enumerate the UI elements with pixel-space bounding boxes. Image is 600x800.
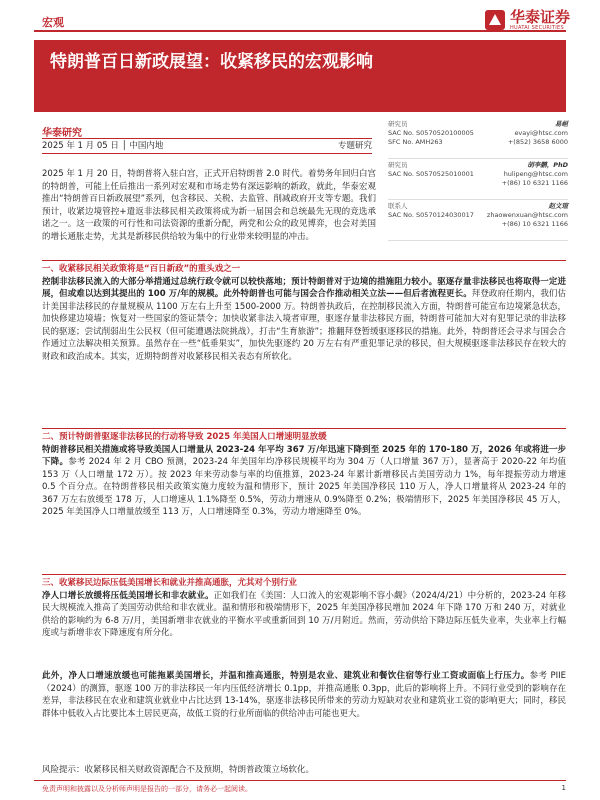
analyst-phone: +(86) 10 6321 1166 xyxy=(501,220,568,228)
section-label: 宏观 xyxy=(42,16,64,29)
logo-cn-text: 华泰证券 xyxy=(509,7,570,26)
section-heading: 三、收紧移民边际压低美国增长和就业并推高通胀，尤其对个别行业 xyxy=(42,574,566,590)
section-lead: 控制非法移民流入的大部分举措通过总统行政令就可以较快落地；预计特朗普对于边境的措施阻力较小。驱逐存量非法移民也将取得一定进展，但或难以达到其提出的 100 万/年的规模。此外特朗普也可能与国会合作推动相关立法——但后者流程更长。 xyxy=(42,276,566,299)
section-body: 拜登政府任期内，我们估计美国非法移民的存量规模从 1100 万左右上升至 1500-2000 万。特朗普执政后，在控制移民流入方面，特朗普可能宣布边境紧急状态，加快修建边境墙；恢复对一些国家的签证禁令；加快收紧非法入境者审理，驱逐存量非法移民方面，特朗普可能加大对有犯罪记录的非法移民的驱逐；尝试削弱出生公民权（但可能遭遇法院挑战），打击“生育旅游”；推翻拜登暂缓驱逐移民的措施。此外，特朗普还会寻求与国会合作通过立法解决相关预算。虽然存在一些“低垂果实”，加快先驱逐约 20 万左右有严重犯罪记录的移民，但大规模驱逐非法移民存在较大的财政和政治成本。其实，近期特朗普对收紧移民相关表态有所软化。 xyxy=(42,289,566,362)
report-title: 特朗普百日新政展望：收紧移民的宏观影响 xyxy=(50,52,373,72)
analyst-card xyxy=(388,202,568,241)
analyst-role: 联系人 xyxy=(388,202,408,210)
section-body: 参考 PIIE（2024）的测算，驱逐 100 万的非法移民一年内压低经济增长 0.1pp，并推高通胀 0.3pp，此后的影响将上升。不同行业受到的影响存在差异，非法移民在农业和建筑业就业中占比达到 13-14%，驱逐非法移民所带来的劳动力短缺对农业和建筑业工资的影响更大；同时，移民群体中低收入占比要比本土居民更高，故低工资的行业所面临的供给冲击可能也更大。 xyxy=(42,671,566,719)
huatai-logo-icon xyxy=(484,9,506,31)
logo-en-text: HUATAI SECURITIES xyxy=(509,24,564,31)
intro-paragraph: 2025 年 1 月 20 日，特朗普将入驻白宫，正式开启特朗普 2.0 时代。着势务年回归白宫的特朗普，可能上任后推出一系列对宏观和市场走势有深远影响的新政，就此，华泰宏观推出“特朗普百日新政展望”系列，包含移民、关税、去监管、削减政府开支等专题。我们预计，收紧边境管控+遣返非法移民相关政策将成为新一届国会和总统最先无现的竞选承诺之一。这一政策的可行性和司法资源的重新分配，两党和公众的政见博弈，也会对美国的增长通胀走势，尤其是新移民供给较为集中的行业带来较明显的冲击。 xyxy=(42,169,376,242)
analyst-role: 研究员 xyxy=(388,161,408,169)
analyst-name: 胡李鹏，PhD xyxy=(527,161,568,169)
section-body: 参考 2024 年 2 月 CBO 预测，2023-24 年美国年均净移民规模平均为 304 万（人口增量 367 万），显著高于 2020-22 年均值 153 万（人口增量 172 万）。按 2023 年来劳动参与率的均值推算，2023-24 年累计新增移民占美国劳动力 1%，每年提振劳动力增速 0.5 个百分点。在特朗普移民相关政策实施力度较为温和情形下，预计 2025 年美国净移民 110 万人，净人口增量将从 2023-24 年的 367 万左右放缓至 178 万，人口增速从 1.1%降至 0.5%，劳动力增速从 0.9%降至 0.2%；极端情形下，2025 年美国净移民 45 万人，2025 年美国净人口增量放缓至 113 万，人口增速降至 0.3%，劳动力增速降至 0%。 xyxy=(42,457,566,517)
footer-divider xyxy=(34,780,566,781)
analyst-sac: SAC No. S0570525010001 xyxy=(388,170,474,178)
analyst-sac: SAC No. S0570124030017 xyxy=(388,211,474,219)
section-4 xyxy=(42,670,566,720)
risk-warning: 风险提示：收紧移民相关财政资源配合不及预期，特朗普政策立场软化。 xyxy=(42,765,315,775)
analyst-email[interactable]: hulipeng@htsc.com xyxy=(503,170,568,178)
brand-logo xyxy=(484,9,570,31)
report-date: 2025 年 1 月 05 日 │ 中国内地 xyxy=(42,141,164,151)
section-heading: 一、收紧移民相关政策将是“百日新政”的重头戏之一 xyxy=(42,260,566,276)
analyst-panel xyxy=(388,120,568,243)
section-lead: 净人口增长放缓将压低美国增长和非农就业。 xyxy=(42,590,214,601)
section-2 xyxy=(42,428,566,519)
disclaimer-footer: 免责声明和披露以及分析师声明是报告的一部分，请务必一起阅读。 xyxy=(42,785,252,793)
section-1 xyxy=(42,260,566,363)
section-heading: 二、预计特朗普驱逐非法移民的行动将导致 2025 年美国人口增速明显放缓 xyxy=(42,428,566,444)
analyst-phone: +(852) 3658 6000 xyxy=(507,138,568,146)
analyst-card xyxy=(388,120,568,159)
section-3 xyxy=(42,574,566,640)
analyst-name: 易峘 xyxy=(555,120,568,128)
section-lead: 特朗普移民相关措施或将导致美国人口增量从 2023-24 年平均 367 万/年迅速下降到至 2025 年的 170-180 万，2026 年或将进一步下降。 xyxy=(42,444,566,467)
page-number: 1 xyxy=(561,784,566,792)
section-body: 正如我们在《美国：人口流入的宏观影响不容小觑》（2024/4/21）中分析的，2023-24 年移民大规模流入推高了美国劳动供给和非农就业。温和情形和极端情形下，2025 年美国净移民增加 2024 年下降 170 万和 240 万，对就业供给的影响约为 6-8 万/月，美国新增非农就业的平衡水平或重新回到 10 万/月附近。然而，劳动供给下降边际压低失业率，失业率上行幅度或与新增非农下降速度有所分化。 xyxy=(42,590,566,638)
report-type: 专题研究 xyxy=(337,141,372,151)
analyst-name: 赵文瑄 xyxy=(548,202,568,210)
org-name: 华泰研究 xyxy=(42,128,82,139)
date-line xyxy=(42,138,372,154)
header-divider xyxy=(34,30,566,32)
analyst-sac: SAC No. S0570520100005 xyxy=(388,129,474,137)
analyst-card xyxy=(388,161,568,200)
section-lead: 此外，净人口增速放缓也可能拖累美国增长，并温和推高通胀，特别是农业、建筑业和餐饮住宿等行业工资或面临上行压力。 xyxy=(42,671,530,681)
analyst-sfc: SFC No. AMH263 xyxy=(388,138,443,146)
analyst-email[interactable]: evayi@htsc.com xyxy=(514,129,568,137)
analyst-phone: +(86) 10 6321 1166 xyxy=(501,179,568,187)
analyst-email[interactable]: zhaowenxuan@htsc.com xyxy=(486,211,568,219)
analyst-role: 研究员 xyxy=(388,120,408,128)
